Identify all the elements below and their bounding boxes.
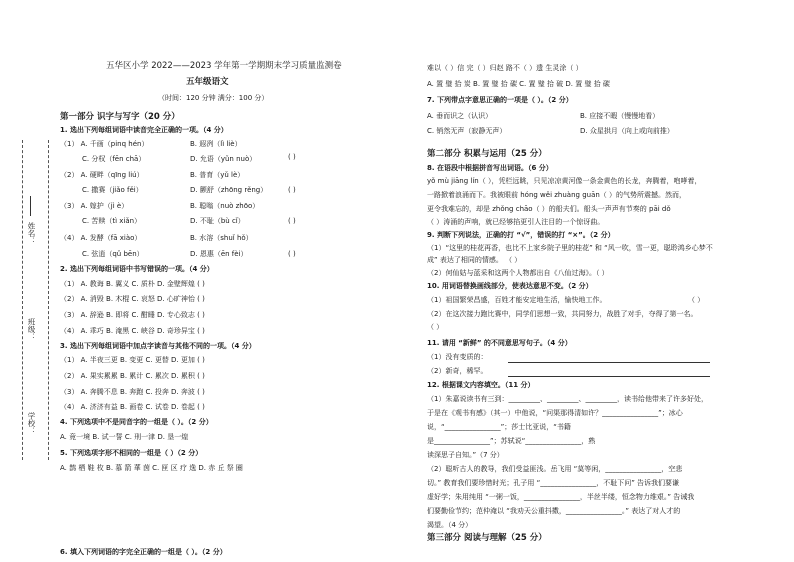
left-line-14: ( )	[288, 217, 296, 225]
left-line-23: （1） A. 教诲 B. 翼义 C. 质朴 D. 金壁辉煌 ( )	[60, 280, 205, 288]
right-line-20: （2）在这次接力跑比赛中，同学们思想一致，共同努力，战胜了对手，夺得了第一名。	[427, 310, 698, 318]
right-line-2: 7. 下列带点字意思正确的一项是（ ）。（2 分）	[427, 96, 573, 104]
left-line-31: （4） A. 济济有益 B. 画卷 C. 试卷 D. 卷起 ( )	[60, 403, 205, 411]
left-line-13: B. 聪嗡（nuò zhōo）	[190, 202, 260, 210]
left-line-8: B. 普育（yǔ lè）	[190, 171, 245, 179]
left-line-9: ( )	[288, 186, 296, 194]
name-label: 姓名：	[27, 222, 36, 245]
left-line-25: （3） A. 辞逊 B. 即将 C. 酣睡 D. 专心致志 ( )	[60, 311, 205, 319]
exam-meta: （时间：120 分钟 满分：100 分）	[158, 94, 269, 102]
right-line-27: 于是在《观书有感》（其一）中他说，“问渠那得清如许？________________”；冰心	[427, 409, 683, 417]
left-line-1: 1. 选出下列每组词语中读音完全正确的一项。（4 分）	[60, 126, 228, 134]
school-title: 五华区小学 2022——2023 学年第一学期期末学习质量监测卷	[106, 61, 342, 71]
left-line-35: A. 鹊 栖 鞋 枚 B. 慕 箭 華 茵 C. 匣 区 疗 逸 D. 赤 丘 祭 圈	[60, 464, 243, 472]
right-line-34: 们要勤俭节约；范仲淹以 “我劝天公重抖擞，________________。” 表达了对人才的	[427, 507, 681, 515]
right-line-13: 9. 判断下列说法，正确的打 “√”，错误的打 “×”。（2 分）	[427, 231, 615, 239]
right-line-14: （1）“这里的桂花再香，也比不上家乡院子里的桂花” 和 “风一吹，雪一更，聪聆鸿乡心梦不	[427, 244, 713, 252]
left-line-24: （2） A. 消毁 B. 木棍 C. 哀怒 D. 心旷神怡 ( )	[60, 295, 205, 303]
right-line-10: 一路掀着浪涌而下。我被眼前 hóng wěi zhuàng guān（ ）的气势所震撼。然而，	[427, 191, 687, 199]
left-line-6: D. 允语（yǔn nuò）	[190, 155, 257, 163]
left-line-32: 4. 下列选项中不是同音字的一组是（ ）。（2 分）	[60, 418, 213, 426]
left-line-33: A. 竟一境 B. 试一誓 C. 刑一津 D. 垦一煌	[60, 433, 189, 441]
right-line-31: （2）聪听古人的教导，我们受益匪浅。岳飞用 “莫等闲，________________，空悲	[427, 465, 683, 473]
right-line-16: （2）何仙姑与蓝采和这两个人物都出自《八仙过海》。（ ）	[427, 269, 609, 277]
right-line-32: 切。” 教育我们要珍惜时光；孔子用 “________________，不耻下问” 告诉我们要谦	[427, 479, 680, 487]
class-label: 班级：	[27, 318, 36, 341]
right-line-22: 11. 请用 “新鲜” 的不同意思写句子。（4 分）	[427, 339, 572, 347]
left-line-11: D. 颤舒（zhōng rěng）	[190, 186, 268, 194]
right-line-28: 说，“________________”；莎士比亚说，“书籍	[427, 423, 571, 431]
right-line-0: 难以（ ）信 完（ ）归赵 路不（ ）遗 生灵涂（ ）	[427, 64, 583, 72]
left-line-0: 第一部分 识字与写字（20 分）	[60, 112, 180, 122]
right-line-24: （2）新奇，稀罕。	[427, 367, 488, 375]
binding-line	[22, 140, 23, 460]
right-line-15: 成” 表达了相同的情感。 （ ）	[427, 256, 522, 264]
right-line-25: 12. 根据课文内容填空。（11 分）	[427, 381, 535, 389]
right-line-6: D. 众星拱月（向上或向前推）	[580, 127, 674, 135]
left-line-22: 2. 选出下列每组词语中书写错误的一项。（4 分）	[60, 265, 214, 273]
right-line-7: 第二部分 积累与运用（25 分）	[427, 149, 547, 159]
left-line-17: （4） A. 发酵（fā xiào）	[60, 234, 142, 242]
right-line-4: B. 应接不暇（慢慢地看）	[580, 112, 660, 120]
left-line-21: D. 恩惠（ēn fèi）	[190, 250, 248, 258]
school-label: 学校：	[27, 412, 36, 435]
left-line-7: （2） A. 硬畔（qīng liú）	[60, 171, 144, 179]
answer-line-2	[508, 376, 710, 377]
right-line-26: （1）朱嘉说读书有三到：_________、_________、_________，读书给他带来了许多好处，	[427, 395, 708, 403]
left-line-26: （4） A. 乖巧 B. 淹黑 C. 峡谷 D. 奇珍异宝 ( )	[60, 327, 205, 335]
right-line-9: yǒ mù jiāng lín（ ），凭栏远眺，只见凉凉黄河像一条金黄色的长龙，奔腾着，咆哮着，	[427, 177, 702, 185]
left-line-30: （3） A. 奔腾不息 B. 奔跑 C. 投奔 D. 奔波 ( )	[60, 388, 205, 396]
right-line-29: 是________________”；苏轼说“________________，熟	[427, 437, 596, 445]
left-line-29: （2） A. 果实累累 B. 累计 C. 累次 D. 累积 ( )	[60, 372, 205, 380]
binding-line-inner	[48, 140, 49, 460]
right-line-1: A. 置 璧 拾 炭 B. 置 璧 拾 碳 C. 置 璧 拾 破 D. 置 璧 拾 碳	[427, 80, 610, 88]
left-line-20: C. 弦逍（qǔ bēn）	[82, 250, 144, 258]
left-line-2: （1） A. 千画（pinq hén）	[60, 140, 149, 148]
left-line-4: ( )	[288, 153, 296, 161]
left-line-3: B. 遐冽（lì liè）	[190, 140, 242, 148]
right-line-21: （ ）	[427, 323, 444, 331]
right-line-36: 第三部分 阅读与理解（25 分）	[427, 533, 547, 543]
left-line-36: 6. 填入下列词语的字完全正确的一组是（ ）。（2 分）	[60, 548, 227, 556]
right-line-5: C. 销然无声（寂静无声）	[427, 127, 507, 135]
name-blank	[30, 196, 32, 216]
left-line-5: C. 分权（fēn chā）	[82, 155, 146, 163]
right-line-3: A. 垂而识之（认识）	[427, 112, 493, 120]
left-line-27: 3. 选出下列每组词语中加点字读音与其他不同的一项。（4 分）	[60, 342, 256, 350]
left-line-16: D. 不耻（bù cǐ）	[190, 217, 245, 225]
left-line-15: C. 苦赎（tì xiǎn）	[82, 217, 142, 225]
subject-title: 五年级语文	[186, 77, 229, 87]
left-line-19: ( )	[288, 250, 296, 258]
right-line-19: （ ）	[688, 296, 705, 304]
left-line-28: （1） A. 半夜三更 B. 变更 C. 更替 D. 更加 ( )	[60, 356, 205, 364]
right-line-23: （1）没有变质的：	[427, 353, 488, 361]
right-line-33: 虚好学；朱用纯用 “一粥一饭，________________，半丝半缕，恒念物力维艰。” 告诫我	[427, 493, 695, 501]
right-line-12: （ ）涛涌的声响，就已经够掐更引人注目的一个惊讶曲。	[427, 218, 605, 226]
left-line-34: 5. 下列选项字形不相同的一组是（ ）（2 分）	[60, 449, 203, 457]
left-line-18: B. 水溶（shuǐ hǒ）	[190, 234, 253, 242]
right-line-35: 渴望。（4 分）	[427, 521, 473, 529]
right-line-8: 8. 在语段中根据拼音写出词语。（6 分）	[427, 164, 553, 172]
left-line-10: C. 撒赛（jiǎo fěi）	[82, 186, 143, 194]
left-line-12: （3） A. 嫁护（jì è）	[60, 202, 129, 210]
right-line-17: 10. 用词语替换画线部分，使表达意思不变。（2 分）	[427, 282, 593, 290]
answer-line-1	[508, 362, 710, 363]
right-line-30: 读深思子自知。”（7 分）	[427, 451, 504, 459]
right-line-18: （1）祖国繁荣昌盛，百姓才能安定地生活，愉快地工作。	[427, 296, 607, 304]
right-line-11: 更令我难忘的，却是 zhǒng chāo（ ）的船夫们。船头一声声有节奏的 pāi dǒ	[427, 205, 671, 213]
